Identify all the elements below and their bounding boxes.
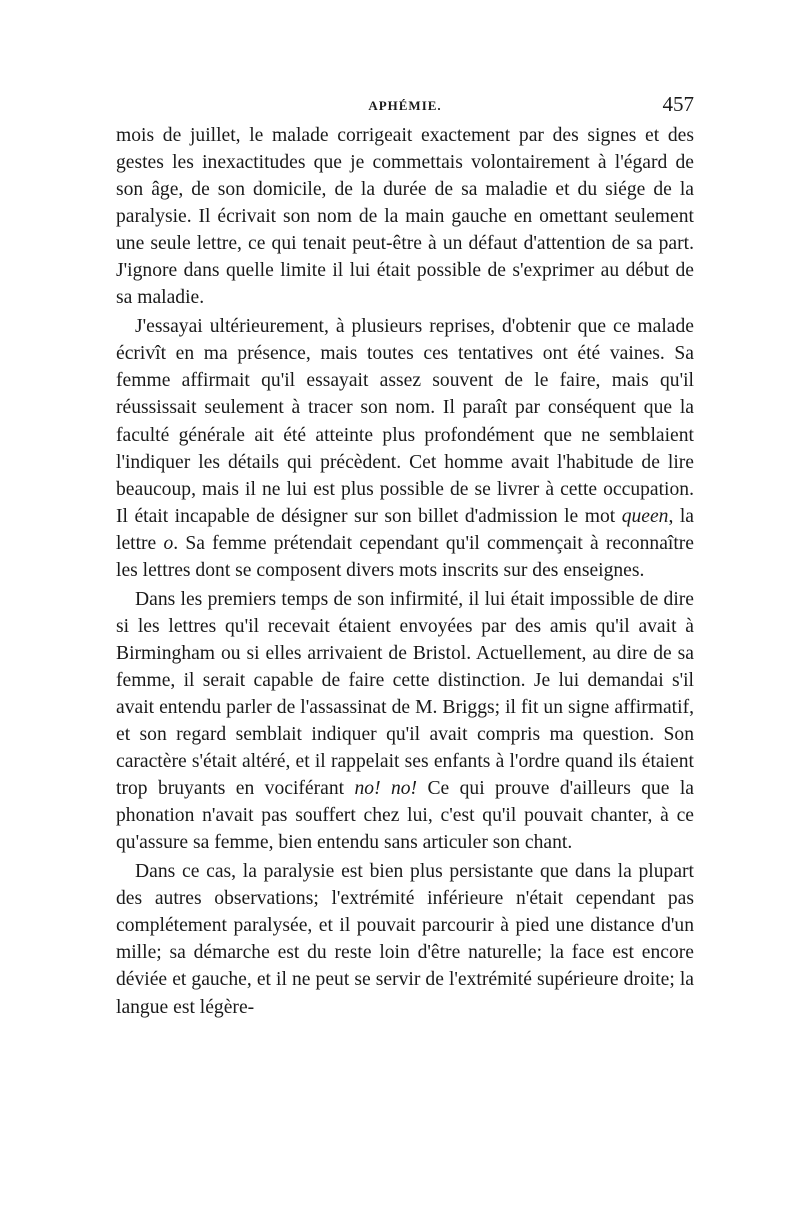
paragraph-3-text-a: Dans les premiers temps de son infirmité, il lui était impossible de dire si les lettres qu'il recevait étaient envoyées par des amis qu'il avait à Birmingham ou si elles arrivaient de Bristol. Actuellement, au dire de sa femme, il serait capable de faire cette distinction. Je lui demandai s'il avait entendu parler de l'assassinat de M. Briggs; il fit un signe affirmatif, et son regard semblait indiquer qu'il avait compris ma question. Son caractère s'était altéré, et il rappelait ses enfants à l'ordre quand ils étaient trop bruyants en vociférant xyxy=(116,588,694,800)
paragraph-2-text-b: , la lettre xyxy=(116,505,694,554)
word-queen: queen xyxy=(621,505,669,527)
paragraph-1: mois de juillet, le malade corrigeait exactement par des signes et des gestes les inexactitudes que je commettais volontairement à l'égard de son âge, de son domicile, de la durée de sa maladie et du siége de la paralysie. Il écrivait son nom de la main gauche en omettant seulement une seule lettre, ce qui tenait peut-être à un défaut d'attention de sa part. J'ignore dans quelle limite il lui était possible de s'exprimer au début de sa maladie. xyxy=(116,125,694,309)
paragraph-4: Dans ce cas, la paralysie est bien plus persistante que dans la plupart des autres observations; l'extrémité inférieure n'était cependant pas complétement paralysée, et il pouvait parcourir à pied une distance d'un mille; sa démarche est du reste loin d'être naturelle; la face est encore déviée et gauche, et il ne peut se servir de l'extrémité supérieure droite; la langue est légère- xyxy=(116,861,694,1018)
body-text xyxy=(116,122,694,1021)
letter-o: o xyxy=(163,532,174,554)
paragraph-3-text-b: Ce qui prouve d'ailleurs que la phonation n'avait pas souffert chez lui, c'est qu'il pouvait chanter, à ce qu'assure sa femme, bien entendu sans articuler son chant. xyxy=(116,778,694,854)
paragraph-2-text-a: J'essayai ultérieurement, à plusieurs reprises, d'obtenir que ce malade écrivît en ma présence, mais toutes ces tentatives ont été vaines. Sa femme affirmait qu'il essayait assez souvent de le faire, mais qu'il réussissait seulement à tracer son nom. Il paraît par conséquent que la faculté générale ait été atteinte plus profondément que ne semblaient l'indiquer les détails qui précèdent. Cet homme avait l'habitude de lire beaucoup, mais il ne lui est plus possible de se livrer à cette occupation. Il était incapable de désigner sur son billet d'admission le mot xyxy=(116,316,694,527)
page-number: 457 xyxy=(662,92,694,116)
paragraph-2-text-c: . Sa femme prétendait cependant qu'il commençait à reconnaître les lettres dont se composent divers mots inscrits sur des enseignes. xyxy=(116,532,695,581)
book-page xyxy=(116,92,694,1021)
paragraph-2 xyxy=(116,313,694,583)
paragraph-3 xyxy=(116,586,694,856)
page-header xyxy=(116,92,694,122)
running-head: APHÉMIE. xyxy=(368,98,442,113)
exclamation-no-no: no! no! xyxy=(354,778,418,800)
